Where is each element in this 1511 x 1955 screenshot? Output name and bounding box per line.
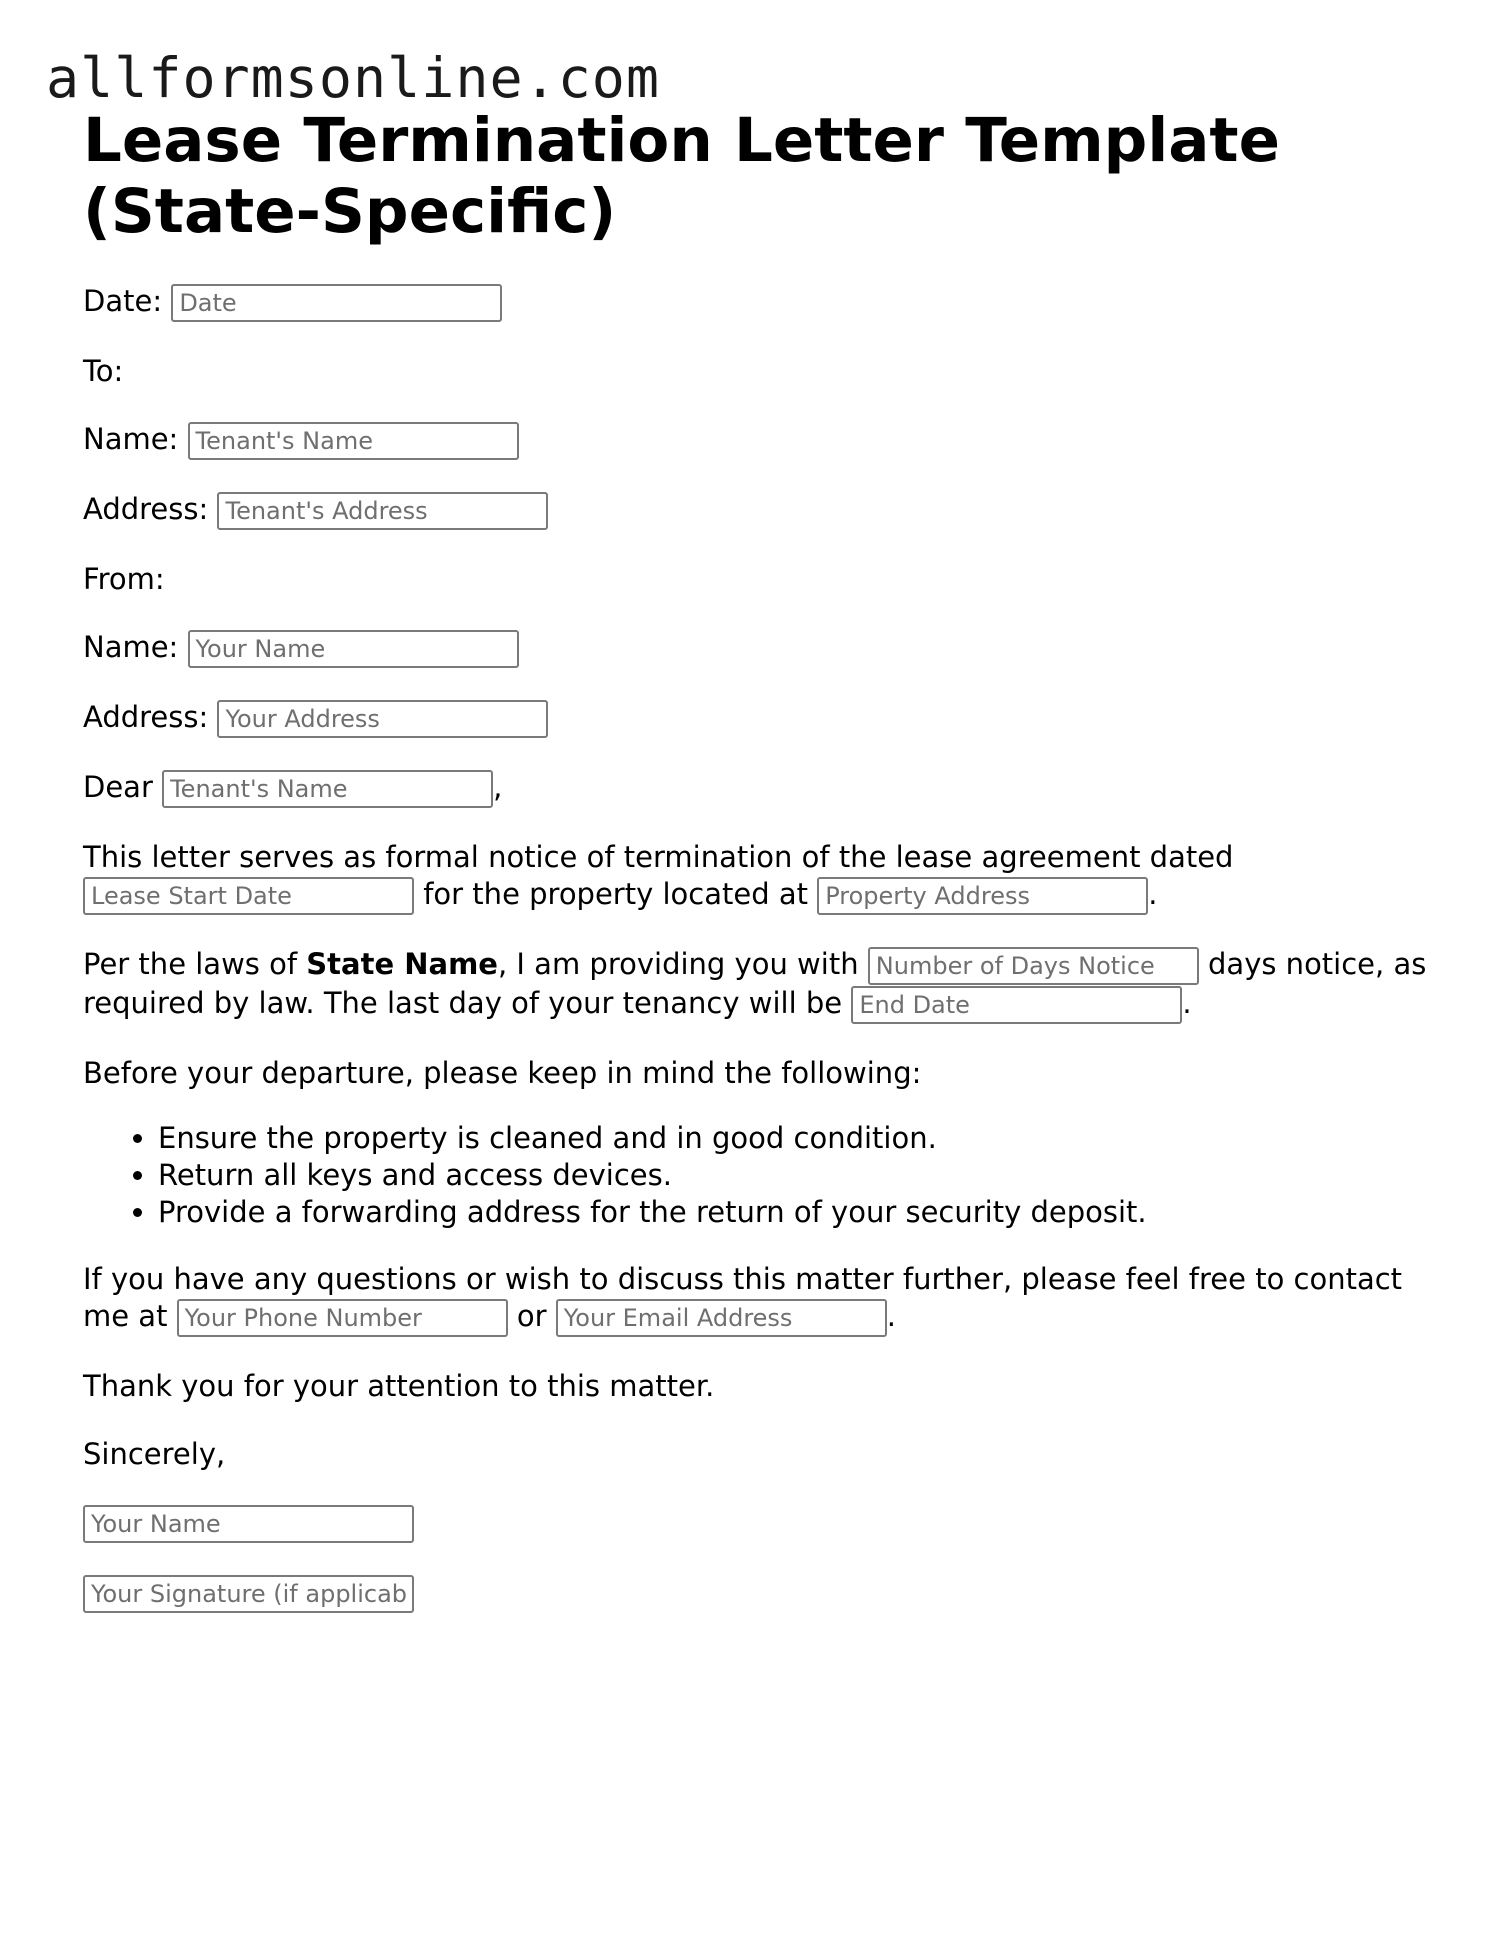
list-item: • Ensure the property is cleaned and in good condition.: [158, 1120, 1443, 1157]
letter-body: [83, 105, 1443, 1644]
notice-text-a: This letter serves as formal notice of termination of the lease agreement dated: [83, 840, 1234, 874]
lease-start-date-input[interactable]: [83, 877, 414, 915]
your-name-input[interactable]: [188, 630, 519, 668]
salutation: [83, 769, 1443, 808]
state-name: State Name: [306, 947, 498, 981]
to-address-label: Address:: [83, 492, 209, 526]
law-text-b: , I am providing you with: [497, 947, 859, 981]
law-period: .: [1182, 986, 1192, 1020]
contact-paragraph: [83, 1261, 1443, 1337]
list-item: • Provide a forwarding address for the return of your security deposit.: [158, 1194, 1443, 1231]
salutation-comma: ,: [493, 770, 503, 804]
days-notice-input[interactable]: [868, 947, 1199, 985]
checklist-intro: Before your departure, please keep in mind the following:: [83, 1056, 922, 1090]
phone-number-input[interactable]: [177, 1299, 508, 1337]
salutation-name-input[interactable]: [162, 770, 493, 808]
from-address-label: Address:: [83, 700, 209, 734]
to-address-row: [83, 491, 1443, 530]
law-paragraph: [83, 946, 1443, 1024]
your-address-input[interactable]: [217, 700, 548, 738]
salutation-prefix: Dear: [83, 770, 153, 804]
watermark: allformsonline.com: [46, 46, 661, 110]
signature-row: [83, 1574, 1443, 1613]
contact-period: .: [886, 1299, 896, 1333]
to-name-row: [83, 421, 1443, 460]
signoff-name-input[interactable]: [83, 1505, 414, 1543]
contact-text-a: If you have any questions or wish to discuss this matter further, please feel free to contact me at: [83, 1262, 1403, 1333]
tenant-address-input[interactable]: [217, 492, 548, 530]
law-text-c: days notice, as required by law. The last day of your tenancy will be: [83, 947, 1427, 1020]
contact-or: or: [516, 1299, 547, 1333]
thanks-line: Thank you for your attention to this matter.: [83, 1369, 715, 1403]
date-label: Date:: [83, 284, 163, 318]
list-item: • Return all keys and access devices.: [158, 1157, 1443, 1194]
to-heading: To:: [83, 354, 124, 388]
page-title: Lease Termination Letter Template (State-Specific): [83, 105, 1280, 247]
closing-line: Sincerely,: [83, 1437, 226, 1471]
from-address-row: [83, 699, 1443, 738]
signoff-name-row: [83, 1504, 1443, 1543]
date-input[interactable]: [171, 284, 502, 322]
email-address-input[interactable]: [556, 1299, 887, 1337]
from-name-row: [83, 629, 1443, 668]
from-heading: From:: [83, 562, 165, 596]
notice-period: .: [1148, 877, 1158, 911]
end-date-input[interactable]: [851, 986, 1182, 1024]
notice-text-b: for the property located at: [423, 877, 808, 911]
tenant-name-input[interactable]: [188, 422, 519, 460]
from-name-label: Name:: [83, 630, 179, 664]
date-row: [83, 283, 1443, 322]
notice-paragraph: [83, 839, 1443, 915]
law-text-a: Per the laws of: [83, 947, 298, 981]
property-address-input[interactable]: [817, 877, 1148, 915]
to-name-label: Name:: [83, 422, 179, 456]
signature-input[interactable]: [83, 1575, 414, 1613]
checklist: [83, 1120, 1443, 1231]
